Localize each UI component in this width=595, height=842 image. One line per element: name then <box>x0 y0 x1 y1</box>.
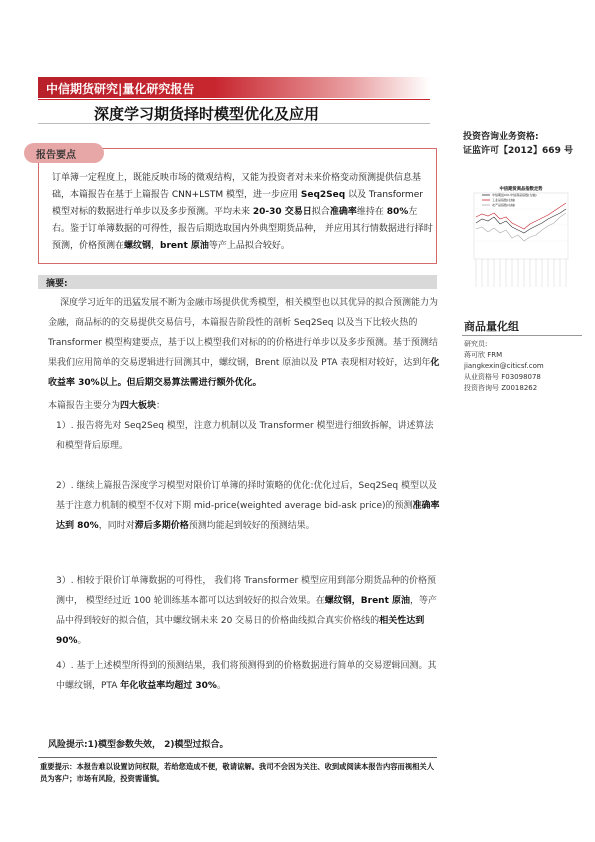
abstract-label: 摘要: <box>46 279 68 289</box>
plot-frame <box>474 193 568 259</box>
group-divider <box>462 335 582 336</box>
chart-title: 中信期货商品指数走势 <box>499 187 543 192</box>
series-cci <box>476 209 566 233</box>
summary-text: 订单簿一定程度上，既能反映市场的微观结构，又能为投资者对未来价格变动预测提供信息基础，本篇报告在基于上篇报告 CNN+LSTM 模型，进一步应用 Seq2Seq 以及 Transformer 模型对标的数据进行单步以及多步预测。平均未来 20-30 交易日拟合准确率维持在 80%左右。鉴于订单簿数据的可得性，报告后期选取国内外典型期货品种， 并应用其行情数据进行择时预测，价格预测在螺纹钢，brent 原油等产上品拟合较好。 <box>52 173 433 251</box>
qualification-line-2: 证监许可【2012】669 号 <box>463 146 573 156</box>
abstract-bar <box>38 275 437 289</box>
title-divider <box>38 123 430 124</box>
summary-tag <box>24 143 104 163</box>
risk-warning: 风险提示:1)模型参数失效， 2)模型过拟合。 <box>48 740 229 750</box>
researcher-label: 研究员: <box>464 340 488 348</box>
abstract-paragraph: 深度学习近年的迅猛发展不断为金融市场提供优秀模型，相关模型也以其优异的拟合预测能力为金融，商品标的的交易提供交易信号，本篇报告阶段性的剖析 Seq2Seq 以及当下比较火热的 Transformer 模型构建要点，基于以上模型我们对标的的价格进行单步以及多步预测。基于预测结果我们应用简单的交易逻辑进行回测其中，螺纹钢，Brent 原油以及 PTA 表现相对较好，达到年化收益率 30%以上。但后期交易算法需进行额外优化。 <box>48 298 440 388</box>
header-divider <box>38 99 430 100</box>
brand-header-bar <box>38 77 430 98</box>
risk-divider <box>38 757 437 758</box>
researcher-email[interactable]: jiangkexin@citicsf.com <box>464 362 544 370</box>
important-notice: 重要提示：本报告难以设置访问权限，若给您造成不便，敬请谅解。我司不会因为关注、收到或阅读本报告内容而视相关人员为客户；市场有风险，投资需谨慎。 <box>40 762 435 783</box>
series-agri <box>476 213 566 241</box>
legend-item: 农产品指数(右轴) <box>492 203 516 207</box>
legend-item: 中信期货CCI-中信商品指数(左轴) <box>492 193 537 197</box>
practice-number: 从业资格号 F03098078 <box>464 373 541 381</box>
page-title: 深度学习期货择时模型优化及应用 <box>94 105 320 123</box>
researcher-info <box>464 339 544 394</box>
abstract-paragraph: 4）. 基于上述模型所得到的预测结果，我们将预测得到的价格数据进行简单的交易逻辑回测。其中螺纹钢，PTA 年化收益率均超过 30%。 <box>56 661 437 691</box>
group-title: 商品量化组 <box>464 320 519 333</box>
qualification-block <box>463 130 593 158</box>
commodity-index-chart <box>460 183 582 293</box>
grid <box>474 209 568 241</box>
qualification-line-1: 投资咨询业务资格: <box>463 132 539 142</box>
abstract-paragraph: 本篇报告主要分为四大板块： <box>48 401 166 411</box>
abstract-paragraph: 2）. 继续上篇报告深度学习模型对限价订单簿的择时策略的优化:优化过后，Seq2Seq 模型以及基于注意力机制的模型不仅对下期 mid-price(weighted average bid-ask price)的预测准确率达到 80%，同时对滞后多期价格预测均能起到较好的预测结果。 <box>56 481 440 531</box>
x-axis-ticks <box>476 259 566 287</box>
summary-tag-label: 报告要点 <box>36 150 76 161</box>
brand-title: 中信期货研究|量化研究报告 <box>46 82 195 96</box>
researcher-name: 蒋可欣 FRM <box>464 351 503 359</box>
legend-item: 工业品指数(左轴) <box>492 198 516 202</box>
abstract-paragraph: 3）. 相较于限价订单簿数据的可得性， 我们将 Transformer 模型应用到部分期货品种的价格预测中， 模型经过近 100 轮训练基本都可以达到较好的拟合效果。在螺纹钢，Brent 原油，等产品中得到较好的拟合值，其中螺纹钢未来 20 交易日的价格曲线拟合真实价格线的相关性达到 90%。 <box>56 576 438 646</box>
abstract-paragraph: 1）. 报告将先对 Seq2Seq 模型，注意力机制以及 Transformer 模型进行细致拆解，讲述算法和模型背后原理。 <box>56 421 434 451</box>
chart-legend <box>482 192 537 207</box>
consult-number: 投资咨询号 Z0018262 <box>464 384 538 392</box>
